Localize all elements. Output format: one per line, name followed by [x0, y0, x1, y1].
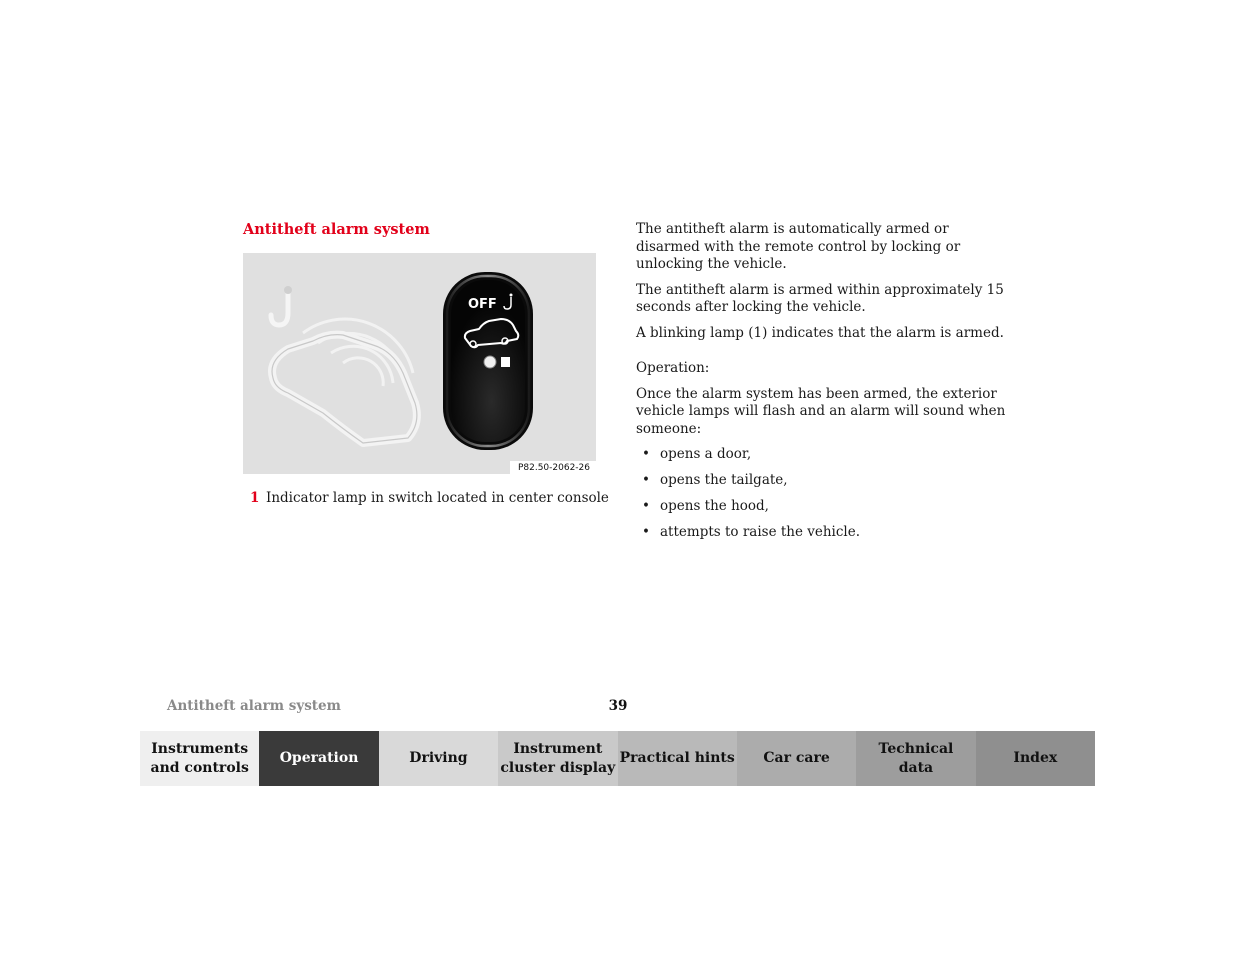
alarm-switch-drawing — [243, 253, 596, 474]
tab-operation[interactable]: Operation — [259, 731, 378, 786]
tab-practical-hints[interactable]: Practical hints — [618, 731, 737, 786]
page-number: 39 — [608, 698, 628, 714]
trigger-list — [636, 446, 1006, 542]
caption-text: Indicator lamp in switch located in center console — [266, 490, 609, 506]
ghost-car-icon — [272, 335, 417, 443]
list-item: • attempts to raise the vehicle. — [636, 524, 1006, 542]
body-text — [636, 221, 1006, 550]
lock-square-icon — [501, 357, 510, 367]
signal-waves-icon — [303, 319, 413, 386]
tab-car-care[interactable]: Car care — [737, 731, 856, 786]
figure-code: P82.50-2062-26 — [510, 461, 596, 474]
switch-off-label: OFF — [468, 297, 497, 312]
list-item: • opens a door, — [636, 446, 1006, 464]
indicator-lamp — [484, 356, 496, 368]
paragraph: The antitheft alarm is armed within approximately 15 seconds after locking the vehicle. — [636, 281, 1004, 315]
paragraph: A blinking lamp (1) indicates that the alarm is armed. — [636, 324, 1004, 341]
tab-instruments-and-controls[interactable]: Instruments and controls — [140, 731, 259, 786]
list-item: • opens the tailgate, — [636, 472, 1006, 490]
section-title: Antitheft alarm system — [243, 221, 430, 238]
chapter-nav — [140, 731, 1095, 786]
tab-index[interactable]: Index — [976, 731, 1095, 786]
figure-caption — [250, 490, 609, 506]
list-item: • opens the hood, — [636, 498, 1006, 516]
alarm-switch-illustration — [243, 253, 596, 474]
paragraph: Once the alarm system has been armed, the exterior vehicle lamps will flash and an alarm will sound when someone: — [636, 385, 1006, 437]
paragraph: The antitheft alarm is automatically armed or disarmed with the remote control by locking or unlocking the vehicle. — [636, 221, 961, 272]
tab-technical-data[interactable]: Technical data — [856, 731, 975, 786]
footer-section-title: Antitheft alarm system — [167, 698, 341, 714]
tab-instrument-cluster-display[interactable]: Instrument cluster display — [498, 731, 617, 786]
ghost-hook-icon — [271, 291, 288, 325]
caption-number: 1 — [250, 490, 260, 506]
tab-driving[interactable]: Driving — [379, 731, 498, 786]
subheading-operation: Operation: — [636, 360, 710, 376]
